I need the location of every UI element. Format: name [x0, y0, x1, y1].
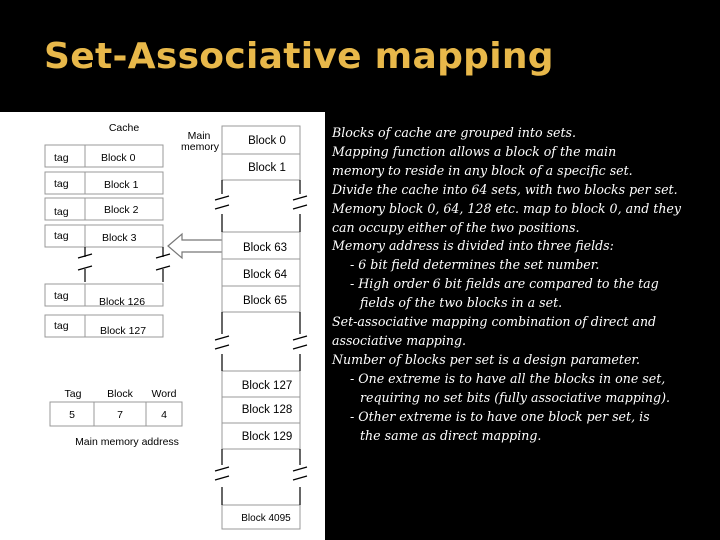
cache-break-marks: [78, 247, 170, 282]
bullet-line: associative mapping.: [332, 332, 467, 348]
address-field-tag: Tag: [64, 388, 82, 400]
tag-label: tag: [54, 178, 69, 190]
bullet-line: requiring no set bits (fully associative mapping).: [360, 389, 671, 405]
memory-block-label: Block 0: [248, 135, 286, 147]
memory-block-label: Block 4095: [241, 513, 291, 524]
address-bits-word: 4: [161, 409, 167, 421]
block-label: Block 0: [101, 152, 136, 164]
block-label: Block 1: [104, 179, 139, 191]
tag-label: tag: [54, 152, 69, 164]
bullet-line: memory to reside in any block of a specific set.: [332, 162, 633, 178]
set-associative-diagram: [0, 112, 325, 540]
memory-block-label: Block 64: [242, 269, 288, 281]
block-label: Block 3: [102, 232, 137, 244]
memory-block-label: Block 128: [241, 404, 293, 416]
memory-block-label: Block 1: [248, 162, 286, 174]
memory-block-label: Block 129: [241, 431, 293, 443]
bullet-line: fields of the two blocks in a set.: [360, 295, 563, 311]
bullet-line: Blocks of cache are grouped into sets.: [332, 125, 577, 140]
bullet-line: - One extreme is to have all the blocks in one set,: [350, 370, 666, 386]
bullet-line: can occupy either of the two positions.: [332, 219, 580, 235]
cache-section: [45, 122, 170, 337]
main-memory-address: [50, 388, 182, 448]
cache-row: [45, 284, 163, 308]
bullet-line: - Other extreme is to have one block per set, is: [350, 408, 650, 424]
bullet-line: - High order 6 bit fields are compared to the tag: [350, 276, 659, 292]
block-label: Block 127: [100, 325, 147, 337]
bullet-line: Memory block 0, 64, 128 etc. map to block 0, and they: [332, 200, 681, 216]
cache-row: [45, 145, 163, 167]
cache-heading: Cache: [108, 122, 140, 134]
memory-block-label: Block 127: [241, 380, 293, 392]
tag-label: tag: [54, 320, 69, 332]
bullet-line: the same as direct mapping.: [360, 427, 542, 443]
block-label: Block 126: [99, 296, 146, 308]
bullet-line: Memory address is divided into three fields:: [332, 238, 614, 254]
bullet-line: - 6 bit field determines the set number.: [350, 257, 600, 273]
tag-label: tag: [54, 230, 69, 242]
cache-row: [45, 225, 163, 247]
memory-heading-line2: memory: [181, 141, 219, 153]
cache-row: [45, 172, 163, 194]
mapping-arrow: [168, 234, 224, 258]
address-caption: Main memory address: [75, 436, 179, 448]
bullet-line: Divide the cache into 64 sets, with two blocks per set.: [332, 181, 678, 197]
explanation-text: [332, 124, 716, 445]
memory-break-marks: [215, 180, 307, 505]
memory-block-label: Block 65: [242, 295, 288, 307]
bullet-line: Set-associative mapping combination of direct and: [332, 314, 657, 330]
slide-title: Set-Associative mapping: [44, 36, 554, 77]
block-label: Block 2: [104, 204, 139, 216]
address-bits-tag: 5: [69, 409, 75, 421]
memory-block-label: Block 63: [242, 242, 288, 254]
main-memory-section: [181, 126, 307, 529]
title-bar: [0, 0, 720, 112]
address-bits-block: 7: [117, 409, 123, 421]
tag-label: tag: [54, 290, 69, 302]
tag-label: tag: [54, 206, 69, 218]
bullet-line: Mapping function allows a block of the main: [332, 143, 617, 159]
cache-row: [45, 315, 163, 337]
memory-heading: Main: [187, 130, 211, 142]
bullet-line: Number of blocks per set is a design parameter.: [332, 351, 641, 367]
address-field-block: Block: [107, 388, 133, 400]
address-field-word: Word: [151, 388, 177, 400]
cache-row: [45, 198, 163, 220]
